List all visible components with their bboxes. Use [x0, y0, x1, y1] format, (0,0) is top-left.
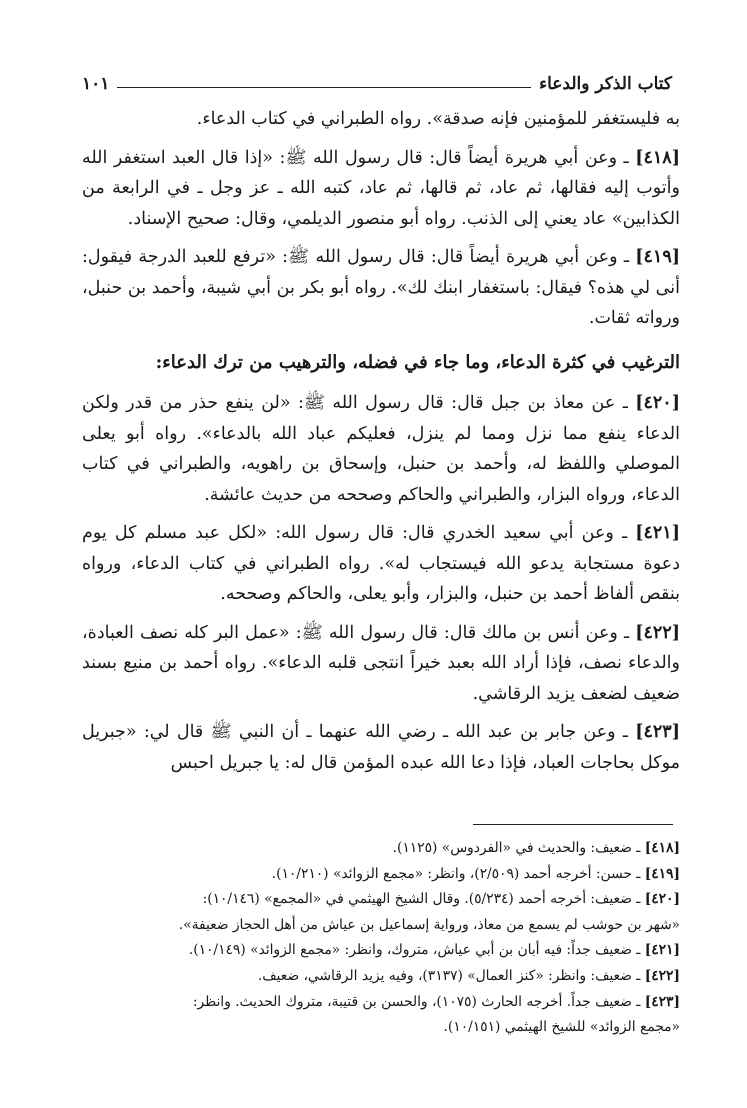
header-title: كتاب الذكر والدعاء — [539, 74, 672, 94]
footnotes — [82, 836, 680, 1041]
footnote-separator — [473, 824, 673, 825]
hadith-number: [٤٢١] — [635, 523, 680, 543]
paragraph-text: ـ وعن أبي هريرة أيضاً قال: قال رسول الله ﷺ: «إذا قال العبد استغفر الله وأتوب إليه فقالها، ثم عاد، ثم قالها، ثم عاد، كتبه الله ـ عز وجل ـ في الرابعة من الكذابين» عاد يعني إلى الذنب. رواه أبو منصور الديلمي، وقال: صحيح الإسناد. — [82, 147, 680, 229]
footnote-text: ـ ضعيف: وانظر: «كنز العمال» (٣١٣٧)، وفيه يزيد الرقاشي، ضعيف. — [257, 967, 641, 984]
paragraph-text: ـ وعن أنس بن مالك قال: قال رسول الله ﷺ: «عمل البر كله نصف العبادة، والدعاء نصف، فإذا أراد الله بعبد خيراً انتجى قلبه الدعاء». رواه أحمد بن منيع بسند ضعيف لضعف يزيد الرقاشي. — [82, 622, 680, 704]
hadith-number: [٤١٨] — [635, 147, 680, 168]
paragraph-text: ـ عن معاذ بن جبل قال: قال رسول الله ﷺ: «لن ينفع حذر من قدر ولكن الدعاء ينفع مما نزل ومما لم ينزل، فعليكم عباد الله بالدعاء». رواه أبو يعلى الموصلي واللفظ له، وأحمد بن حنبل، وإسحاق بن راهويه، والطبراني في كتاب الدعاء، ورواه البزار، والطبراني والحاكم وصححه من حديث عائشة. — [82, 393, 680, 505]
hadith-419 — [82, 242, 680, 334]
footnote-text: ـ ضعيف: أخرجه أحمد (٥/٢٣٤). وقال الشيخ الهيثمي في «المجمع» (١٠/١٤٦): — [202, 891, 641, 908]
paragraph-text: ـ وعن جابر بن عبد الله ـ رضي الله عنهما ـ أن النبي ﷺ قال لي: «جبريل موكل بحاجات العباد، فإذا دعا الله عبده المؤمن قال له: يا جبريل احبس — [82, 722, 680, 773]
main-text — [82, 104, 680, 778]
hadith-422 — [82, 618, 680, 710]
hadith-number: [٤٢٢] — [635, 622, 680, 643]
footnote-number: [٤٢٢] — [644, 967, 680, 984]
paragraph-text: به فليستغفر للمؤمنين فإنه صدقة». رواه الطبراني في كتاب الدعاء. — [196, 109, 680, 129]
footnote-number: [٤٢٠] — [644, 891, 680, 908]
footnote-text: «شهر بن حوشب لم يسمع من معاذ، ورواية إسماعيل بن عياش من أهل الحجاز ضعيفة». — [178, 916, 680, 933]
footnote — [82, 836, 680, 862]
footnote — [82, 862, 680, 888]
footnote-continuation — [82, 913, 680, 939]
running-header — [82, 64, 672, 94]
footnote — [82, 964, 680, 990]
footnote — [82, 887, 680, 913]
footnote-text: «مجمع الزوائد» للشيخ الهيثمي (١٠/١٥١). — [443, 1019, 680, 1036]
hadith-number: [٤١٩] — [635, 247, 680, 267]
header-rule — [117, 87, 531, 88]
footnote-number: [٤٢١] — [644, 942, 680, 959]
section-heading: الترغيب في كثرة الدعاء، وما جاء في فضله، والترهيب من ترك الدعاء: — [155, 351, 680, 373]
footnote-text: ـ ضعيف جداً: فيه أبان بن أبي عياش، متروك، وانظر: «مجمع الزوائد» (١٠/١٤٩). — [188, 942, 641, 959]
paragraph-continuation — [82, 104, 680, 135]
footnote-number: [٤٢٣] — [644, 993, 680, 1010]
footnote-text: ـ ضعيف: والحديث في «الفردوس» (١١٢٥). — [392, 840, 641, 856]
footnote-number: [٤١٩] — [644, 865, 680, 882]
footnote-continuation — [82, 1015, 680, 1041]
hadith-number: [٤٢٣] — [635, 722, 680, 742]
hadith-number: [٤٢٠] — [635, 393, 680, 413]
footnote-text: ـ حسن: أخرجه أحمد (٢/٥٠٩)، وانظر: «مجمع الزوائد» (١٠/٢١٠). — [271, 865, 641, 882]
hadith-418 — [82, 143, 680, 235]
footnote-text: ـ ضعيف جداً. أخرجه الحارث (١٠٧٥)، والحسن بن قتيبة، متروك الحديث. وانظر: — [192, 993, 641, 1010]
footnote — [82, 990, 680, 1016]
paragraph-text: ـ وعن أبي سعيد الخدري قال: قال رسول الله: «لكل عبد مسلم كل يوم دعوة مستجابة يدعو الله فيستجاب له». رواه الطبراني في كتاب الدعاء، ورواه بنقص ألفاظ أحمد بن حنبل، والبزار، وأبو يعلى، والحاكم وصححه. — [82, 523, 680, 604]
hadith-421 — [82, 518, 680, 610]
hadith-420 — [82, 388, 680, 510]
footnote-number: [٤١٨] — [644, 840, 680, 856]
footnote — [82, 938, 680, 964]
paragraph-text: ـ وعن أبي هريرة أيضاً قال: قال رسول الله ﷺ: «ترفع للعبد الدرجة فيقول: أنى لي هذه؟ فيقال: باستغفار ابنك لك». رواه أبو بكر بن أبي شيبة، وأحمد بن حنبل، ورواته ثقات. — [82, 247, 680, 328]
page-number: ١٠١ — [82, 74, 110, 94]
hadith-423 — [82, 717, 680, 778]
